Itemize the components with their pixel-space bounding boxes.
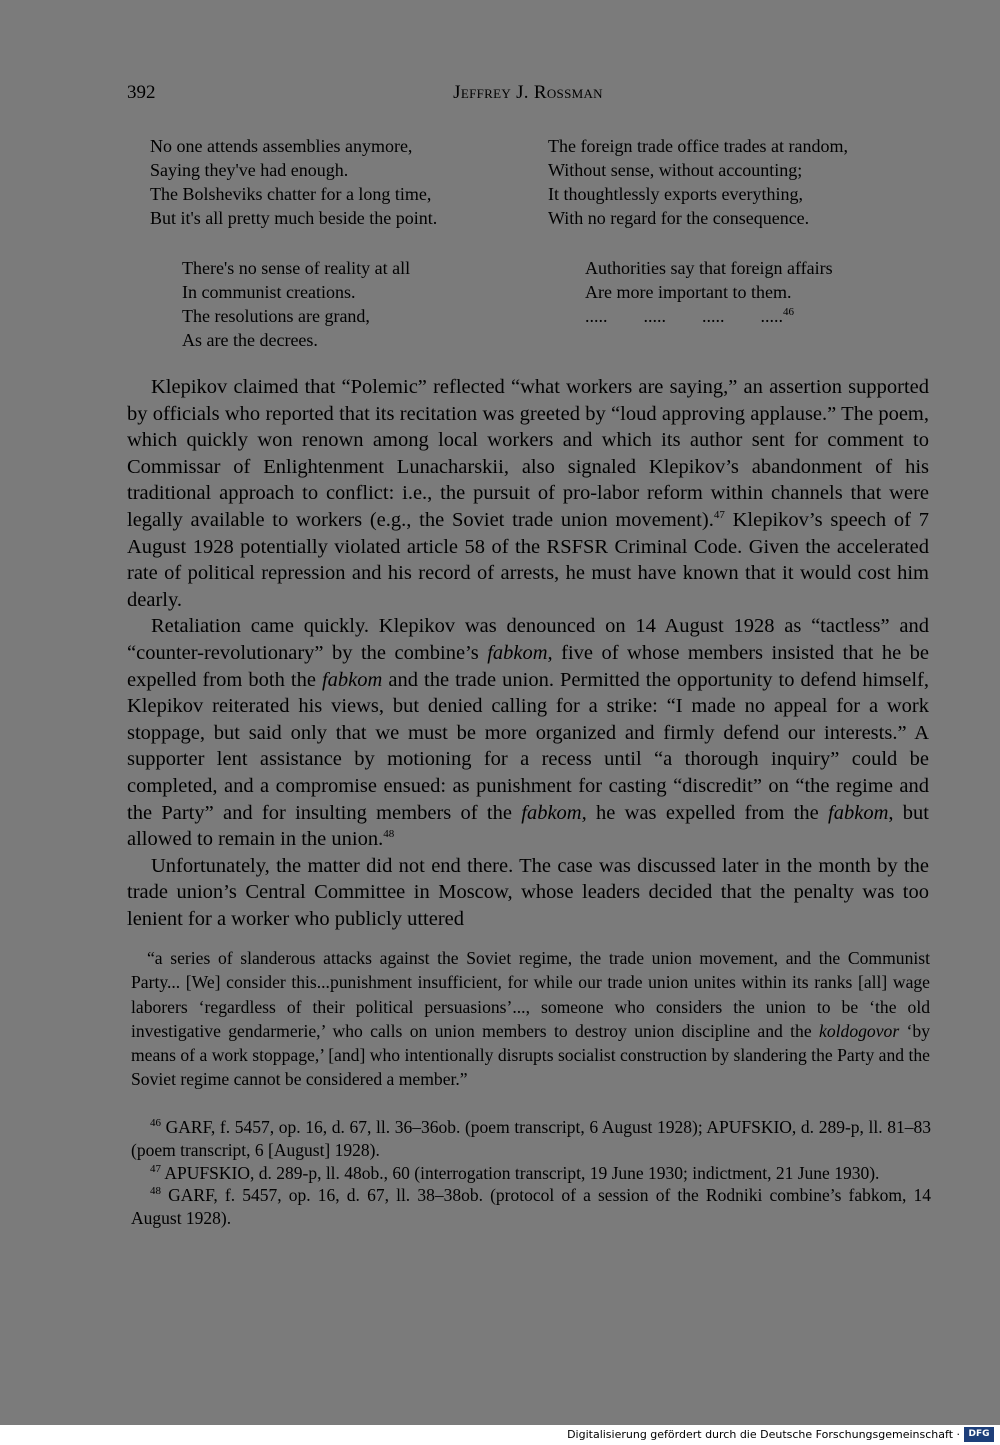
running-head-author: Jeffrey J. Rossman [453,82,603,103]
paragraph-3: Unfortunately, the matter did not end there. The case was discussed later in the month by the trade union’s Central Committee in Moscow, whose leaders decided that the penalty was too lenient for a worker who publicly uttered [127,854,929,930]
footnote-number: 47 [150,1162,161,1175]
paragraph-2-text: Retaliation came quickly. Klepikov was denounced on 14 August 1928 as “tactless” and “counter-revolutionary” by the combine’s [127,615,929,664]
poem-column-1-stanza-1 [150,134,437,230]
poem-line: But it's all pretty much beside the point. [150,208,438,228]
italic-term: fabkom, [521,801,587,824]
poem-column-1-stanza-2 [182,256,410,352]
footnote-ref-48: 48 [383,828,395,841]
block-quote [131,946,930,1092]
quote-text: ‘by means of a work stoppage,’ [and] who intentionally disrupts socialist construction by slandering the Party and the Soviet regime cannot be considered a member.” [131,1020,930,1090]
footnotes [131,1116,931,1230]
paragraph-1-text-b: Klepikov’s speech of 7 August 1928 potentially violated article 58 of the RSFSR Criminal Code. Given the accelerated rate of political repression and his record of arrests, he must have known that it would cost him dearly. [127,508,929,611]
poem-column-2-stanza-1 [548,134,848,230]
poem-line: It thoughtlessly exports everything, [548,184,803,204]
quote-text: “a series of slanderous attacks against the Soviet regime, the trade union movement, and the Communist Party... [We] consider this...punishment insufficient, for while our trade union unites within its ranks [all] wage laborers ‘regardless of their political persuasions’..., someone who considers the union to be ‘the old investigative gendarmerie,’ who calls on union members to destroy union discipline and the [131,948,930,1041]
poem-line: In communist creations. [182,282,356,302]
footnote-text: APUFSKIO, d. 289-p, ll. 48ob., 60 (interrogation transcript, 19 June 1930; indictment, 21 June 1930). [161,1162,880,1183]
footnote-text: GARF, f. 5457, op. 16, d. 67, ll. 38–38ob. (protocol of a session of the Rodniki combine’s fabkom, 14 August 1928). [131,1185,931,1229]
poem-line: Without sense, without accounting; [548,160,803,180]
italic-term: koldogovor [819,1020,900,1041]
italic-term: fabkom, [487,641,553,664]
footnote-47 [131,1162,931,1185]
dfg-logo: DFG [964,1427,994,1442]
paragraph-2 [127,613,929,852]
footnote-ref-46: 46 [783,306,794,318]
paragraph-2-text: he was expelled from the [586,801,829,824]
poem-line: With no regard for the consequence. [548,208,810,228]
poem-line: The foreign trade office trades at random, [548,136,849,156]
footnote-number: 46 [150,1117,161,1130]
poem-column-2-stanza-2 [585,256,833,328]
poem-ellipsis: ..... ..... ..... ..... [585,306,783,326]
digitization-footer [0,1425,1000,1445]
footnote-text: GARF, f. 5457, op. 16, d. 67, ll. 36–36ob. (poem transcript, 6 August 1928); APUFSKIO, d. 289-p, ll. 81–83 (poem transcript, 6 [August] 1928). [131,1117,931,1160]
paragraph-1 [127,374,929,613]
paragraph-1-text-a: Klepikov claimed that “Polemic” reflected “what workers are saying,” an assertion supported by officials who reported that its recitation was greeted by “loud approving applause.” The poem, which quickly won renown among local workers and which its author sent for comment to Commissar of Enlightenment Lunacharskii, also signaled Klepikov’s abandonment of his traditional approach to conflict: i.e., the pursuit of pro-labor reform within channels that were legally available to workers (e.g., the Soviet trade union movement). [127,376,929,531]
poem-ellipsis-line [585,304,833,328]
poem-line: There's no sense of reality at all [182,258,411,278]
page-number: 392 [127,82,156,103]
italic-term: fabkom [828,801,889,824]
footnote-number: 48 [150,1185,161,1198]
italic-term: fabkom [321,668,383,691]
poem-line: Are more important to them. [585,282,792,302]
paragraph-2-text: five of whose members insisted that he be expelled from both the [127,641,929,691]
poem-line: The Bolsheviks chatter for a long time, [150,184,432,204]
footnote-48 [131,1184,931,1230]
block-quote-text [131,946,930,1092]
funding-credit: Digitalisierung gefördert durch die Deutsche Forschungsgemeinschaft · [567,1428,960,1441]
poem-line: The resolutions are grand, [182,306,370,326]
poem-line: As are the decrees. [182,330,318,350]
poem-line: No one attends assemblies anymore, [150,136,413,156]
paragraph-2-text: and the trade union. Permitted the opportunity to defend himself, Klepikov reiterated his views, but denied calling for a strike: “I made no appeal for a work stoppage, but said only that we must be more organized and firmly defend our interests.” A supporter lent assistance by motioning for a recess until “a thorough inquiry” could be completed, and a compromise ensued: as punishment for casting “discredit” on “the regime and the Party” and for insulting members of the [127,668,929,824]
body-text [127,374,929,932]
poem-line: Authorities say that foreign affairs [585,258,833,278]
footnote-ref-47: 47 [713,509,725,522]
footnote-46 [131,1116,931,1162]
paragraph-2-text: , but allowed to remain in the union. [127,801,929,851]
poem-line: Saying they've had enough. [150,160,349,180]
